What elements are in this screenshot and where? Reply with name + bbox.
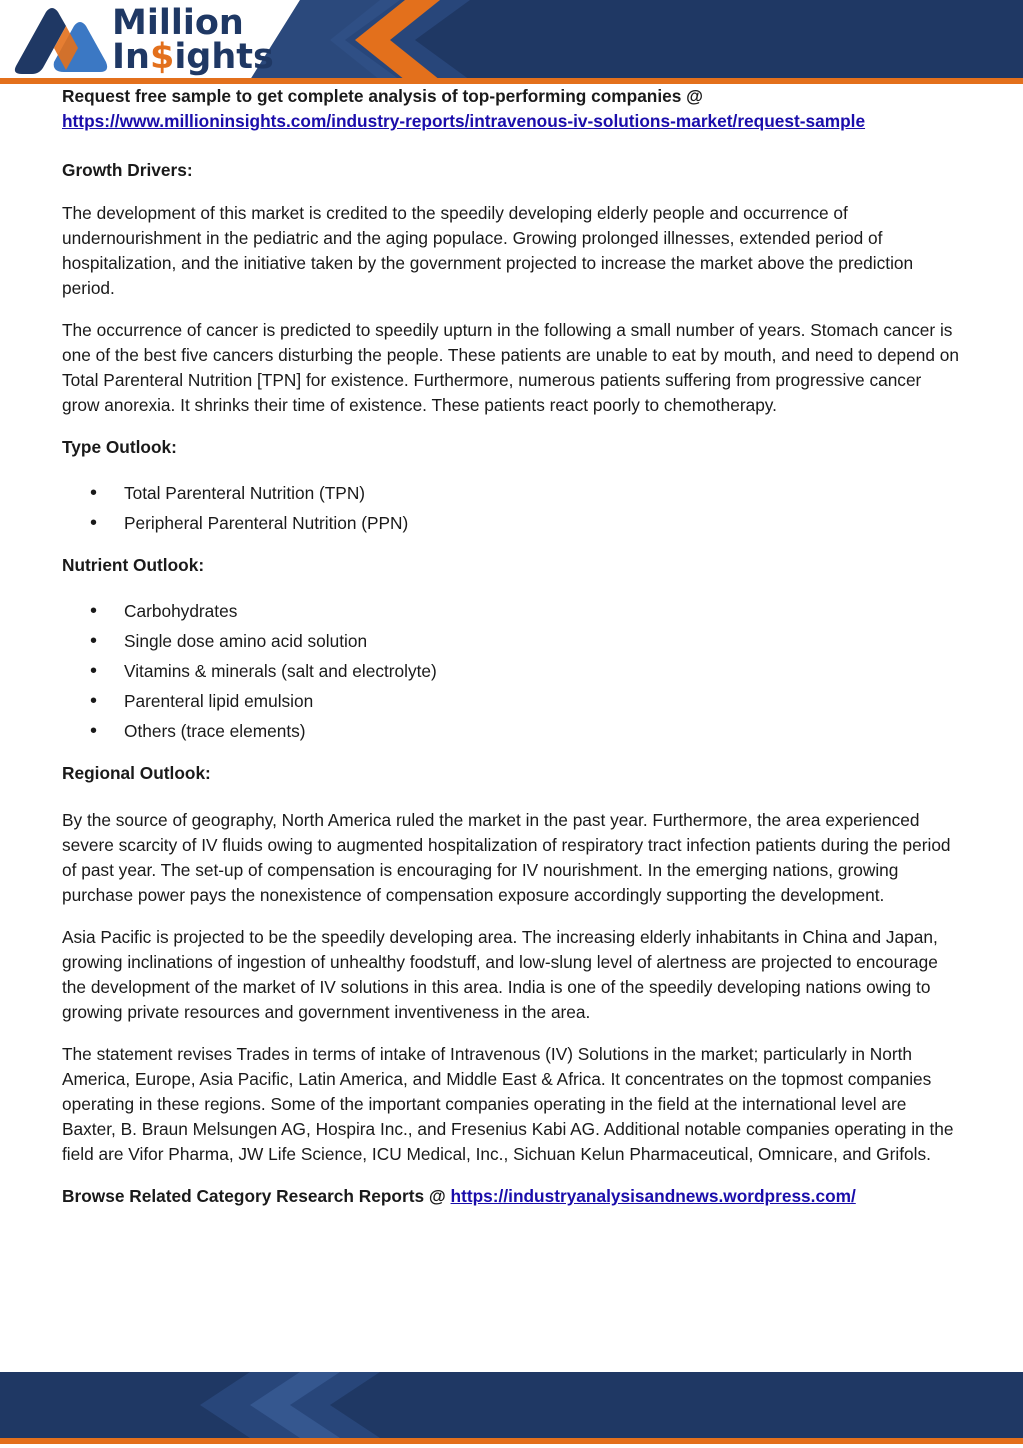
list-item: • Vitamins & minerals (salt and electrolyte) [62, 656, 962, 686]
logo-line1: Million [112, 3, 244, 43]
type-outlook-list [62, 478, 962, 538]
footer-banner [0, 1372, 1023, 1448]
nutrient-outlook-list [62, 596, 962, 746]
request-sample-text: Request free sample to get complete analysis of top-performing companies @ [62, 86, 704, 106]
logo-line2: In$ights [112, 37, 274, 77]
logo-icon [8, 4, 118, 84]
browse-related-reports [62, 1184, 962, 1209]
type-outlook-heading: Type Outlook: [62, 437, 177, 457]
growth-drivers-paragraph-1: The development of this market is credited to the speedily developing elderly people and occurrence of undernourishment in the pediatric and the aging populace. Growing prolonged illnesses, extended period of hospitalization, and the initiative taken by the government projected to increase the market above the prediction period. [62, 203, 914, 298]
request-sample-link[interactable]: https://www.millioninsights.com/industry-reports/intravenous-iv-solutions-market/request-sample [62, 111, 866, 131]
page-footer [0, 1372, 1023, 1448]
list-item: • Carbohydrates [62, 596, 962, 626]
list-item: • Others (trace elements) [62, 716, 962, 746]
browse-related-link[interactable]: https://industryanalysisandnews.wordpress.com/ [450, 1186, 856, 1206]
growth-drivers-heading: Growth Drivers: [62, 160, 193, 180]
regional-outlook-heading: Regional Outlook: [62, 763, 211, 783]
growth-drivers-paragraph-2: The occurrence of cancer is predicted to speedily upturn in the following a small number of years. Stomach cancer is one of the best five cancers disturbing the people. These patients are unable to eat by mouth, and need to depend on Total Parenteral Nutrition [TPN] for existence. Furthermore, numerous patients suffering from progressive cancer grow anorexia. It shrinks their time of existence. These patients react poorly to chemotherapy. [62, 320, 960, 415]
page-header [0, 0, 1023, 88]
logo-wordmark [112, 3, 274, 77]
regional-outlook-paragraph-3: The statement revises Trades in terms of intake of Intravenous (IV) Solutions in the market; particularly in North America, Europe, Asia Pacific, Latin America, and Middle East & Africa. It concentrates on the topmost companies operating in these regions. Some of the important companies operating in the field at the international level are Baxter, B. Braun Melsungen AG, Hospira Inc., and Fresenius Kabi AG. Additional notable companies operating in the field are Vifor Pharma, JW Life Science, ICU Medical, Inc., Sichuan Kelun Pharmaceutical, Omnicare, and Grifols. [62, 1044, 954, 1164]
list-item: • Total Parenteral Nutrition (TPN) [62, 478, 962, 508]
nutrient-outlook-heading: Nutrient Outlook: [62, 555, 205, 575]
list-item: • Single dose amino acid solution [62, 626, 962, 656]
browse-related-text: Browse Related Category Research Reports @ [62, 1186, 446, 1206]
regional-outlook-paragraph-2: Asia Pacific is projected to be the speedily developing area. The increasing elderly inhabitants in China and Japan, growing inclinations of ingestion of unhealthy foodstuff, and low-slung level of alertness are projected to encourage the development of the market of IV solutions in this area. India is one of the speedily developing nations owing to growing private resources and government inventiveness in the area. [62, 927, 938, 1022]
list-item: • Peripheral Parenteral Nutrition (PPN) [62, 508, 962, 538]
document-body [62, 84, 962, 1209]
list-item: • Parenteral lipid emulsion [62, 686, 962, 716]
regional-outlook-paragraph-1: By the source of geography, North America ruled the market in the past year. Furthermore, the area experienced severe scarcity of IV fluids owing to augmented hospitalization of respiratory tract infection patients during the period of past year. The set-up of compensation is encouraging for IV nourishment. In the emerging nations, growing purchase power pays the nonexistence of compensation exposure accordingly supporting the development. [62, 810, 951, 905]
